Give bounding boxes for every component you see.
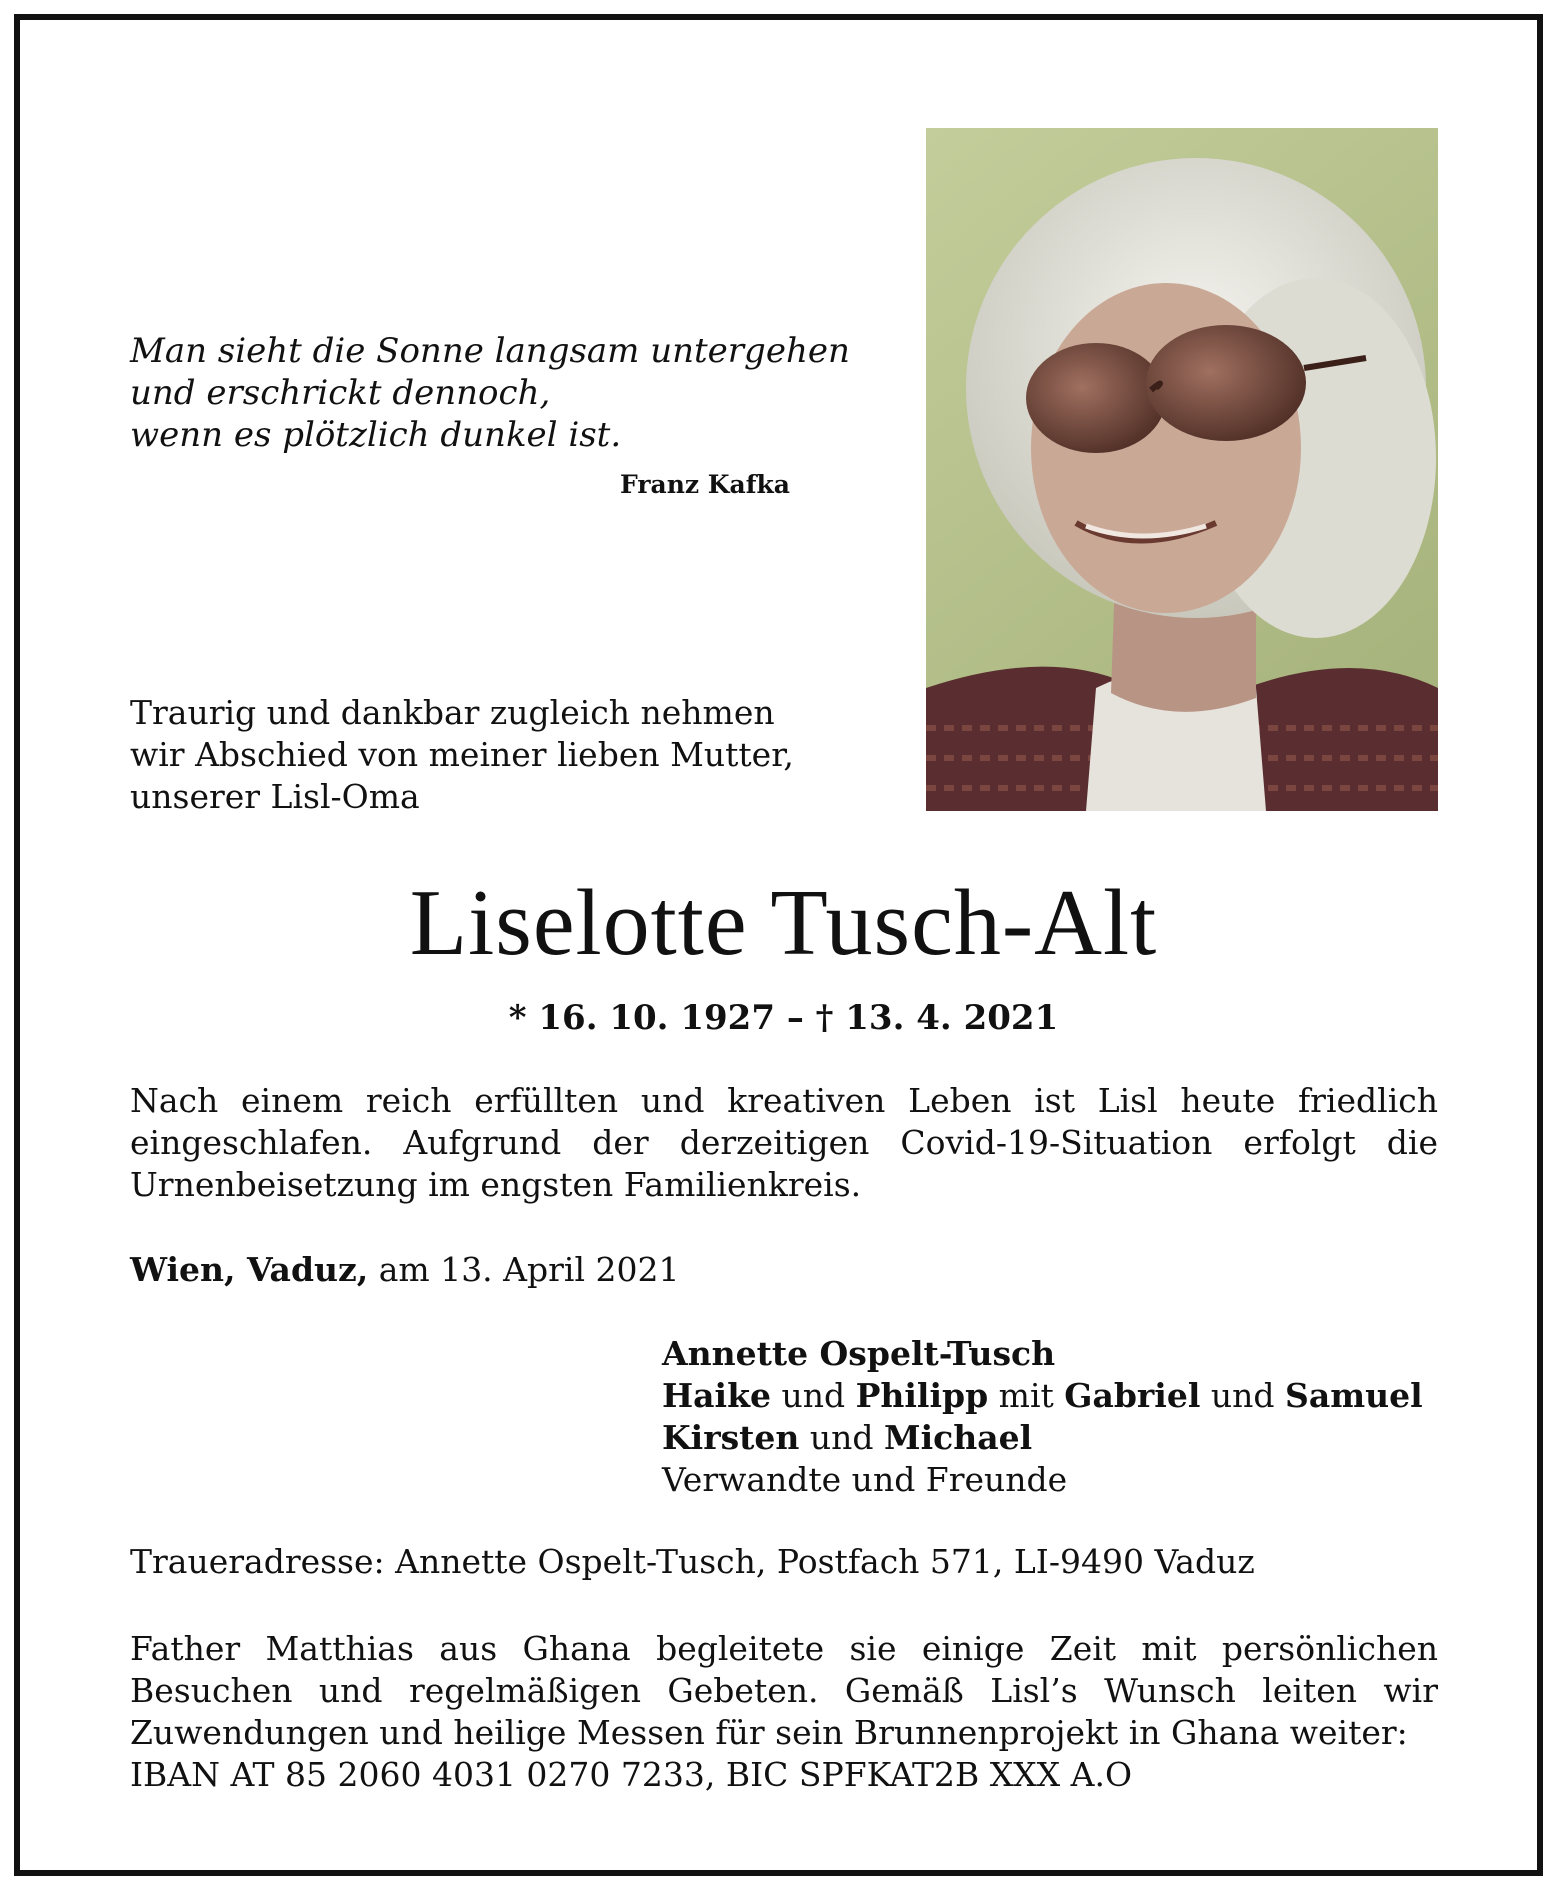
intro-line: unserer Lisl-Oma [130, 777, 420, 816]
date: am 13. April 2021 [368, 1250, 680, 1289]
family-line: Verwandte und Freunde [662, 1460, 1068, 1499]
quote-line: wenn es plötzlich dunkel ist. [130, 415, 622, 455]
family-conj: und [799, 1418, 885, 1457]
family-name: Michael [884, 1418, 1033, 1457]
deceased-name: Liselotte Tusch-Alt [409, 871, 1158, 975]
family-signatures [662, 1333, 1423, 1501]
family-line [662, 1375, 1423, 1417]
family-conj: und [1200, 1376, 1285, 1415]
quote-line: und erschrickt dennoch, [130, 373, 551, 413]
donation-section [130, 1628, 1438, 1796]
family-line [662, 1333, 1423, 1375]
intro-line: Traurig und dankbar zugleich nehmen [130, 693, 775, 732]
family-name: Kirsten [662, 1418, 800, 1457]
intro-line: wir Abschied von meiner lieben Mutter, [130, 735, 794, 774]
family-name: Haike [662, 1376, 771, 1415]
bank-details: IBAN AT 85 2060 4031 0270 7233, BIC SPFKAT2B XXX A.O [130, 1755, 1133, 1794]
portrait-photo [926, 128, 1438, 811]
family-line [662, 1417, 1423, 1459]
family-name: Philipp [855, 1376, 989, 1415]
family-name: Gabriel [1064, 1376, 1201, 1415]
donation-text: Father Matthias aus Ghana begleitete sie einige Zeit mit persönlichen Besuchen und regelmäßigen Gebeten. Gemäß Lisl’s Wunsch leiten wir Zuwendungen und heilige Messen für sein Brunnenprojekt in Ghana weiter: [130, 1629, 1438, 1752]
kafka-quote [130, 330, 850, 456]
family-conj: mit [988, 1376, 1065, 1415]
family-conj: und [770, 1376, 856, 1415]
life-dates: * 16. 10. 1927 – † 13. 4. 2021 [508, 998, 1059, 1038]
announcement-text: Nach einem reich erfüllten und kreativen Leben ist Lisl heute friedlich eingeschlafen. Aufgrund der derzeitigen Covid-19-Situation erfolgt die Urnenbeisetzung im engsten Familienkreis. [130, 1081, 1438, 1204]
intro-text [130, 692, 830, 818]
quote-line: Man sieht die Sonne langsam untergehen [130, 331, 850, 371]
place-date [130, 1250, 679, 1289]
portrait-illustration [926, 128, 1438, 811]
mourning-address: Traueradresse: Annette Ospelt-Tusch, Postfach 571, LI-9490 Vaduz [130, 1542, 1255, 1581]
family-name: Annette Ospelt-Tusch [662, 1334, 1056, 1373]
family-name: Samuel [1284, 1376, 1423, 1415]
place: Wien, Vaduz, [130, 1250, 369, 1289]
quote-author: Franz Kafka [620, 470, 790, 499]
